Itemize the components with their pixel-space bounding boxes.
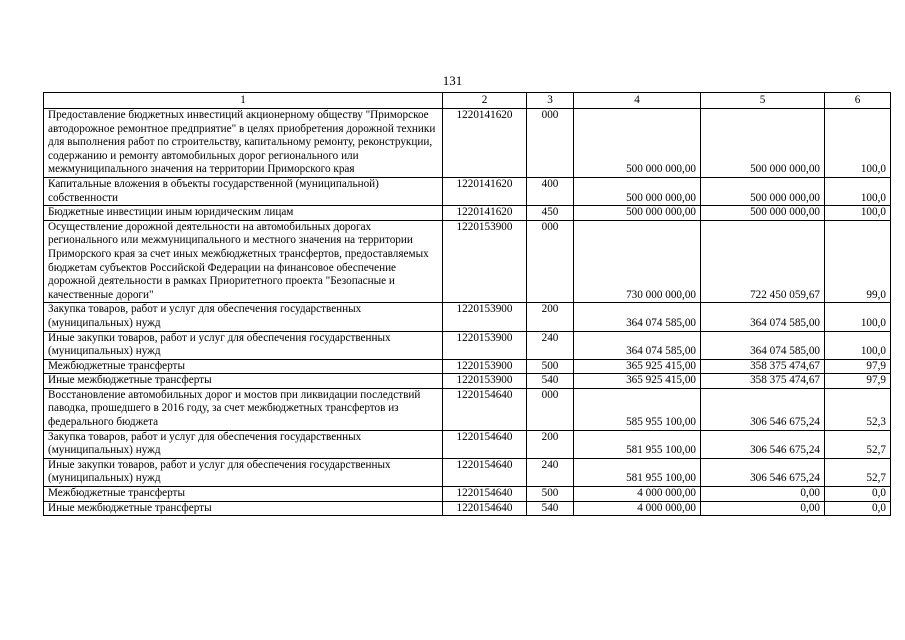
column-header-6: 6 (825, 93, 891, 109)
column-header-5: 5 (701, 93, 825, 109)
row-actual-amount: 0,00 (701, 501, 825, 516)
row-percent: 99,0 (825, 220, 891, 303)
column-header-4: 4 (574, 93, 701, 109)
row-expense-type: 540 (527, 374, 574, 389)
row-percent: 97,9 (825, 359, 891, 374)
row-target-code: 1220141620 (443, 206, 527, 221)
row-expense-type: 540 (527, 501, 574, 516)
row-target-code: 1220141620 (443, 109, 527, 178)
row-planned-amount: 585 955 100,00 (574, 388, 701, 430)
table-row (44, 206, 891, 221)
row-expense-type: 450 (527, 206, 574, 221)
row-name: Закупка товаров, работ и услуг для обеспечения государственных (муниципальных) нужд (44, 303, 443, 331)
row-name: Капитальные вложения в объекты государственной (муниципальной) собственности (44, 177, 443, 205)
row-planned-amount: 730 000 000,00 (574, 220, 701, 303)
row-expense-type: 200 (527, 430, 574, 458)
row-target-code: 1220153900 (443, 220, 527, 303)
row-target-code: 1220154640 (443, 388, 527, 430)
column-header-1: 1 (44, 93, 443, 109)
page-number: 131 (442, 73, 463, 88)
row-planned-amount: 365 925 415,00 (574, 374, 701, 389)
table-row (44, 177, 891, 205)
column-header-2: 2 (443, 93, 527, 109)
row-actual-amount: 364 074 585,00 (701, 303, 825, 331)
row-name: Восстановление автомобильных дорог и мостов при ликвидации последствий паводка, прошедшего в 2016 году, за счет межбюджетных трансфертов из федерального бюджета (44, 388, 443, 430)
row-target-code: 1220154640 (443, 487, 527, 502)
table-row (44, 501, 891, 516)
row-percent: 52,3 (825, 388, 891, 430)
row-planned-amount: 364 074 585,00 (574, 331, 701, 359)
row-target-code: 1220154640 (443, 501, 527, 516)
row-name: Бюджетные инвестиции иным юридическим лицам (44, 206, 443, 221)
row-name: Закупка товаров, работ и услуг для обеспечения государственных (муниципальных) нужд (44, 430, 443, 458)
row-expense-type: 000 (527, 109, 574, 178)
table-row (44, 109, 891, 178)
table-row (44, 374, 891, 389)
table-body (44, 109, 891, 516)
row-name: Иные закупки товаров, работ и услуг для обеспечения государственных (муниципальных) нужд (44, 331, 443, 359)
row-planned-amount: 4 000 000,00 (574, 487, 701, 502)
row-name: Осуществление дорожной деятельности на автомобильных дорогах регионального или межмуниципального и местного значения на территории Приморского края за счет иных межбюджетных трансфертов, предоставляемых бюджетам субъектов Российской Федерации на финансовое обеспечение дорожной деятельности в рамках Приоритетного проекта "Безопасные и качественные дороги" (44, 220, 443, 303)
table-row (44, 458, 891, 486)
row-expense-type: 400 (527, 177, 574, 205)
table-row (44, 487, 891, 502)
row-actual-amount: 500 000 000,00 (701, 177, 825, 205)
row-percent: 0,0 (825, 487, 891, 502)
table-header-row (44, 93, 891, 109)
row-actual-amount: 306 546 675,24 (701, 458, 825, 486)
row-percent: 0,0 (825, 501, 891, 516)
row-actual-amount: 358 375 474,67 (701, 374, 825, 389)
row-expense-type: 200 (527, 303, 574, 331)
row-actual-amount: 0,00 (701, 487, 825, 502)
row-planned-amount: 500 000 000,00 (574, 206, 701, 221)
row-planned-amount: 581 955 100,00 (574, 458, 701, 486)
row-actual-amount: 500 000 000,00 (701, 206, 825, 221)
row-target-code: 1220141620 (443, 177, 527, 205)
row-planned-amount: 4 000 000,00 (574, 501, 701, 516)
row-percent: 100,0 (825, 303, 891, 331)
row-target-code: 1220154640 (443, 458, 527, 486)
row-expense-type: 000 (527, 388, 574, 430)
row-actual-amount: 500 000 000,00 (701, 109, 825, 178)
row-name: Иные межбюджетные трансферты (44, 501, 443, 516)
row-name: Иные закупки товаров, работ и услуг для обеспечения государственных (муниципальных) нужд (44, 458, 443, 486)
row-expense-type: 500 (527, 359, 574, 374)
row-actual-amount: 722 450 059,67 (701, 220, 825, 303)
row-percent: 100,0 (825, 109, 891, 178)
row-target-code: 1220153900 (443, 331, 527, 359)
row-expense-type: 240 (527, 458, 574, 486)
budget-table (43, 92, 891, 516)
row-expense-type: 240 (527, 331, 574, 359)
row-target-code: 1220153900 (443, 374, 527, 389)
row-planned-amount: 365 925 415,00 (574, 359, 701, 374)
row-percent: 97,9 (825, 374, 891, 389)
row-target-code: 1220153900 (443, 359, 527, 374)
table-row (44, 220, 891, 303)
row-actual-amount: 306 546 675,24 (701, 430, 825, 458)
table-row (44, 359, 891, 374)
row-name: Предоставление бюджетных инвестиций акционерному обществу "Приморское автодорожное ремонтное предприятие" в целях приобретения дорожной техники для выполнения работ по строительству, капитальному ремонту, реконструкции, содержанию и ремонту автомобильных дорог регионального или межмуниципального значения на территории Приморского края (44, 109, 443, 178)
row-planned-amount: 581 955 100,00 (574, 430, 701, 458)
row-name: Иные межбюджетные трансферты (44, 374, 443, 389)
row-percent: 100,0 (825, 177, 891, 205)
row-name: Межбюджетные трансферты (44, 487, 443, 502)
row-actual-amount: 306 546 675,24 (701, 388, 825, 430)
table-row (44, 303, 891, 331)
table-row (44, 331, 891, 359)
column-header-3: 3 (527, 93, 574, 109)
row-actual-amount: 364 074 585,00 (701, 331, 825, 359)
row-target-code: 1220153900 (443, 303, 527, 331)
table-row (44, 388, 891, 430)
row-percent: 100,0 (825, 331, 891, 359)
row-actual-amount: 358 375 474,67 (701, 359, 825, 374)
row-expense-type: 500 (527, 487, 574, 502)
row-percent: 100,0 (825, 206, 891, 221)
table-row (44, 430, 891, 458)
row-planned-amount: 500 000 000,00 (574, 109, 701, 178)
row-percent: 52,7 (825, 430, 891, 458)
row-name: Межбюджетные трансферты (44, 359, 443, 374)
row-planned-amount: 364 074 585,00 (574, 303, 701, 331)
row-expense-type: 000 (527, 220, 574, 303)
row-percent: 52,7 (825, 458, 891, 486)
row-planned-amount: 500 000 000,00 (574, 177, 701, 205)
row-target-code: 1220154640 (443, 430, 527, 458)
